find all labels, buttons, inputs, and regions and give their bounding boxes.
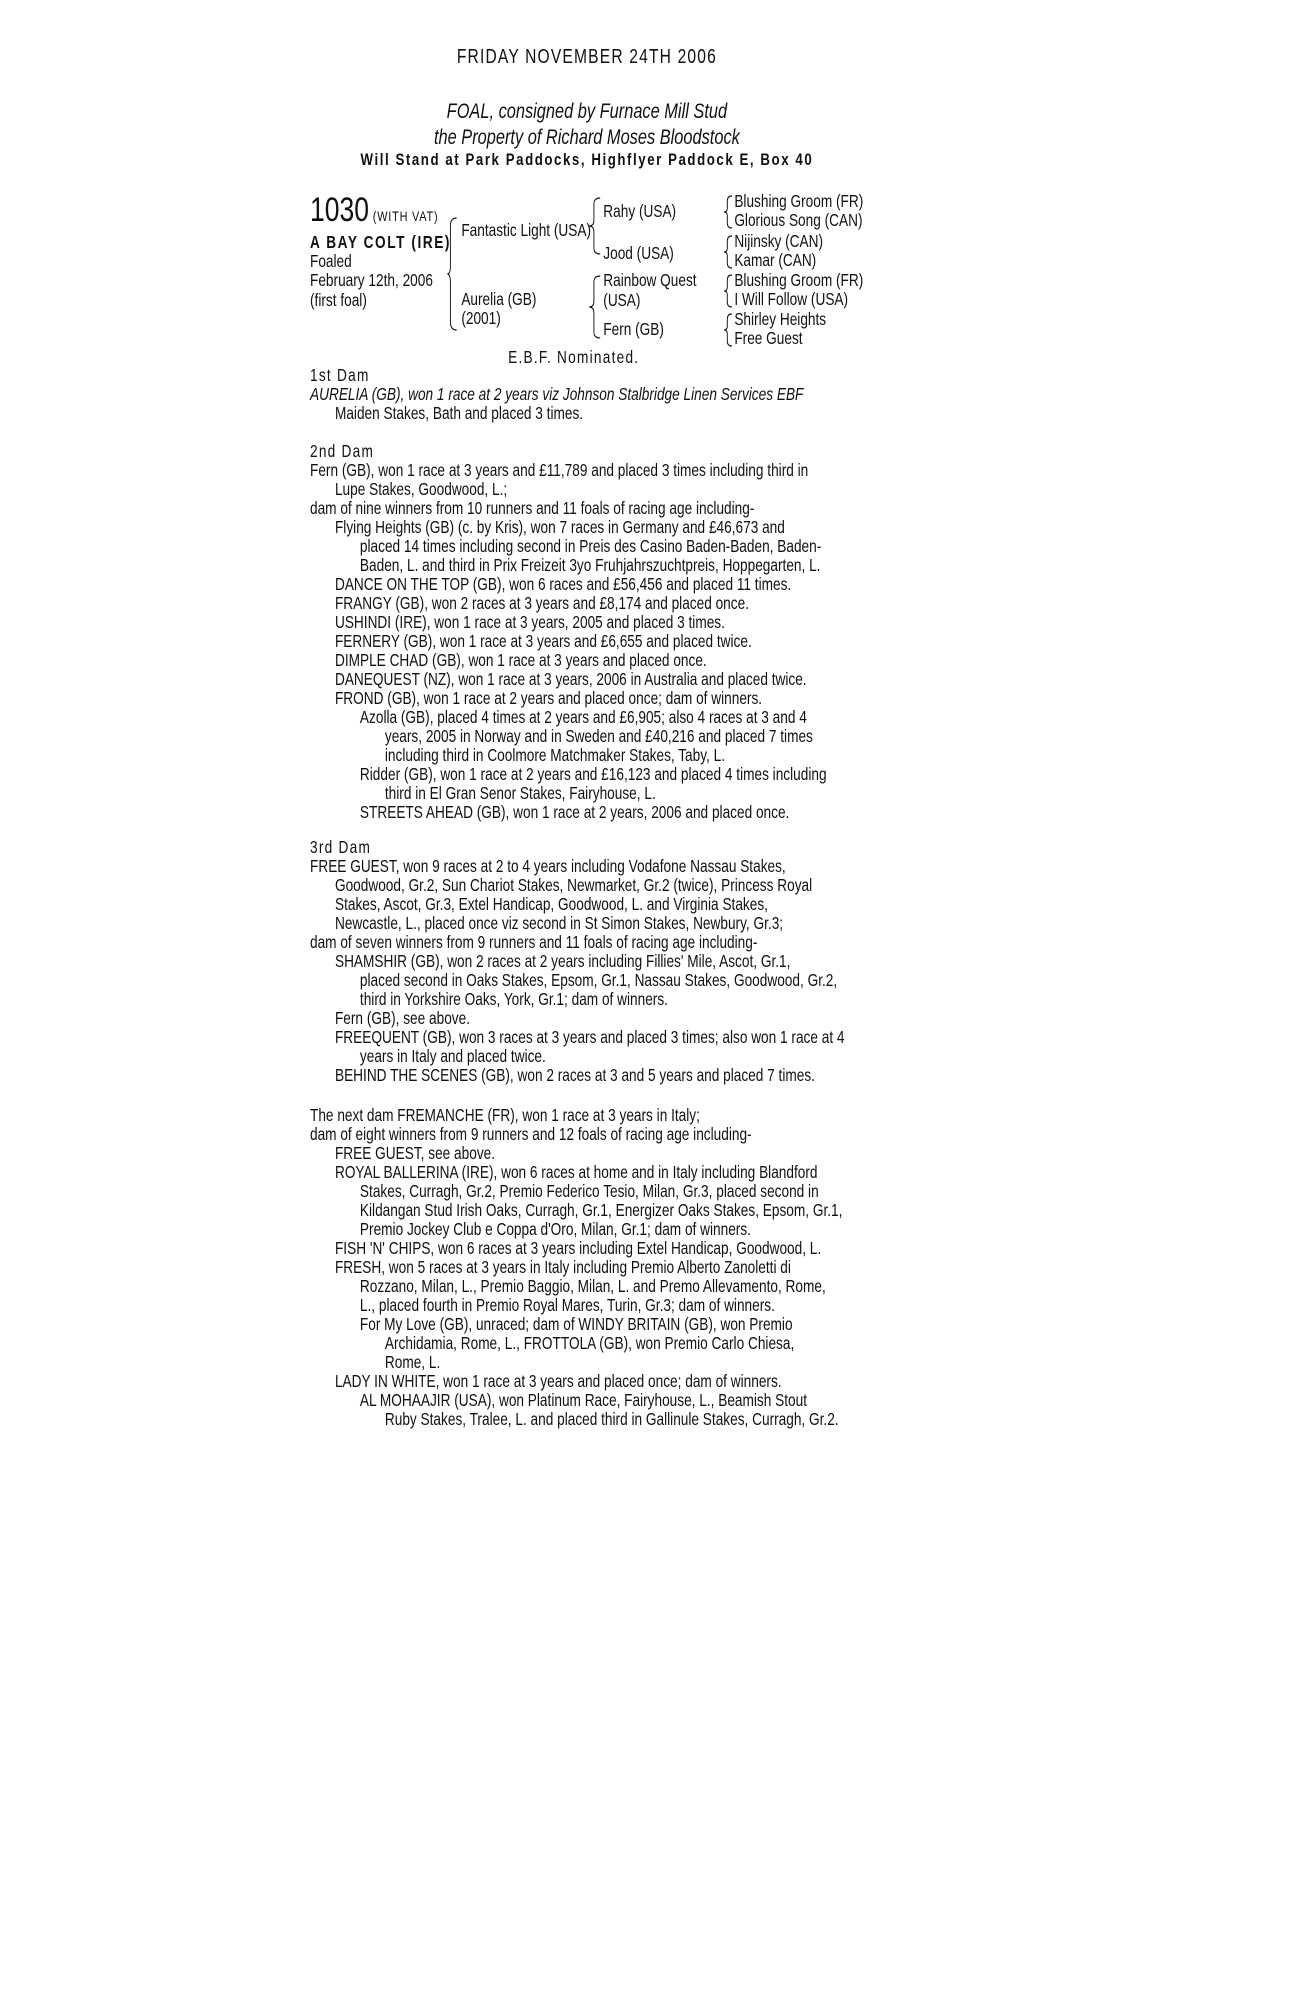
second-dam-line: years, 2005 in Norway and in Sweden and £40,216 and placed 7 times [384,726,813,746]
gen3-1: Blushing Groom (FR) [734,191,864,211]
property-line: the Property of Richard Moses Bloodstock [433,126,740,149]
dam-line2: (2001) [461,308,501,328]
second-dam-line: STREETS AHEAD (GB), won 1 race at 2 years, 2006 and placed once. [359,802,790,822]
sire: Fantastic Light (USA) [461,220,592,240]
foaled-label: Foaled [310,251,352,271]
first-dam-line: AURELIA (GB), won 1 race at 2 years viz Johnson Stalbridge Linen Services EBF [310,384,804,404]
sire-dam: Jood (USA) [603,243,674,263]
first-dam-heading: 1st Dam [310,365,370,385]
ebf-note: E.B.F. Nominated. [508,347,640,367]
first-foal-note: (first foal) [310,290,367,310]
dam-sire-line2: (USA) [603,290,641,310]
lot-number: 1030 [310,191,369,229]
second-dam-line: FERNERY (GB), won 1 race at 3 years and £6,655 and placed twice. [334,631,752,651]
gen3-2: Glorious Song (CAN) [734,210,863,230]
gen3-5: Blushing Groom (FR) [734,270,864,290]
gen3-6: I Will Follow (USA) [734,289,849,309]
pedigree-brace-3d [723,312,732,348]
second-dam-heading: 2nd Dam [310,441,375,461]
pedigree-brace-3b [723,234,732,270]
next-dam-line: Archidamia, Rome, L., FROTTOLA (GB), won Premio Carlo Chiesa, [384,1333,795,1353]
pedigree-brace-3a [723,194,732,230]
next-dam-line: FISH 'N' CHIPS, won 6 races at 3 years including Extel Handicap, Goodwood, L. [334,1238,822,1258]
gen3-3: Nijinsky (CAN) [734,231,824,251]
second-dam-line: third in El Gran Senor Stakes, Fairyhouse, L. [384,783,656,803]
second-dam-line: Lupe Stakes, Goodwood, L.; [334,479,508,499]
next-dam-line: FRESH, won 5 races at 3 years in Italy including Premio Alberto Zanoletti di [334,1257,791,1277]
next-dam-line: Kildangan Stud Irish Oaks, Curragh, Gr.1, Energizer Oaks Stakes, Epsom, Gr.1, [359,1200,843,1220]
second-dam-line: Flying Heights (GB) (c. by Kris), won 7 races in Germany and £46,673 and [334,517,785,537]
third-dam-line: FREE GUEST, won 9 races at 2 to 4 years including Vodafone Nassau Stakes, [310,856,786,876]
next-dam-line: L., placed fourth in Premio Royal Mares, Turin, Gr.3; dam of winners. [359,1295,775,1315]
vat-note: (WITH VAT) [372,208,439,224]
third-dam-line: placed second in Oaks Stakes, Epsom, Gr.1, Nassau Stakes, Goodwood, Gr.2, [359,970,838,990]
second-dam-line: including third in Coolmore Matchmaker Stakes, Taby, L. [384,745,726,765]
second-dam-line: FROND (GB), won 1 race at 2 years and placed once; dam of winners. [334,688,763,708]
next-dam-line: Premio Jockey Club e Coppa d'Oro, Milan, Gr.1; dam of winners. [359,1219,751,1239]
second-dam-line: DANCE ON THE TOP (GB), won 6 races and £56,456 and placed 11 times. [334,574,792,594]
lot-header [310,193,438,227]
next-dam-line: dam of eight winners from 9 runners and 12 foals of racing age including- [310,1124,752,1144]
pedigree-brace-dam [589,274,601,340]
second-dam-line: Baden, L. and third in Prix Freizeit 3yo Fruhjahrszuchtpreis, Hoppegarten, L. [359,555,821,575]
second-dam-line: placed 14 times including second in Preis des Casino Baden-Baden, Baden- [359,536,822,556]
next-dam-line: The next dam FREMANCHE (FR), won 1 race at 3 years in Italy; [310,1105,700,1125]
third-dam-line: Fern (GB), see above. [334,1008,471,1028]
dam-line1: Aurelia (GB) [461,289,537,309]
second-dam-line: USHINDI (IRE), won 1 race at 3 years, 2005 and placed 3 times. [334,612,725,632]
lot-name: A BAY COLT (IRE) [310,232,451,252]
third-dam-line: FREEQUENT (GB), won 3 races at 3 years and placed 3 times; also won 1 race at 4 [334,1027,845,1047]
third-dam-line: dam of seven winners from 9 runners and 11 foals of racing age including- [310,932,758,952]
next-dam-line: For My Love (GB), unraced; dam of WINDY BRITAIN (GB), won Premio [359,1314,793,1334]
third-dam-line: BEHIND THE SCENES (GB), won 2 races at 3 and 5 years and placed 7 times. [334,1065,815,1085]
next-dam-line: LADY IN WHITE, won 1 race at 3 years and placed once; dam of winners. [334,1371,782,1391]
sire-sire: Rahy (USA) [603,201,677,221]
third-dam-line: SHAMSHIR (GB), won 2 races at 2 years including Fillies' Mile, Ascot, Gr.1, [334,951,791,971]
third-dam-line: years in Italy and placed twice. [359,1046,546,1066]
third-dam-section [310,838,1012,1085]
sale-date: FRIDAY NOVEMBER 24TH 2006 [456,46,717,68]
pedigree-brace-sire [589,196,601,256]
third-dam-line: Newcastle, L., placed once viz second in St Simon Stakes, Newbury, Gr.3; [334,913,784,933]
next-dam-line: AL MOHAAJIR (USA), won Platinum Race, Fairyhouse, L., Beamish Stout [359,1390,808,1410]
dam-sire-line1: Rainbow Quest [603,270,697,290]
second-dam-line: FRANGY (GB), won 2 races at 3 years and £8,174 and placed once. [334,593,749,613]
second-dam-line: DANEQUEST (NZ), won 1 race at 3 years, 2006 in Australia and placed twice. [334,669,807,689]
second-dam-section [310,442,1012,822]
next-dam-line: Stakes, Curragh, Gr.2, Premio Federico Tesio, Milan, Gr.3, placed second in [359,1181,819,1201]
third-dam-line: Goodwood, Gr.2, Sun Chariot Stakes, Newmarket, Gr.2 (twice), Princess Royal [334,875,813,895]
gen3-4: Kamar (CAN) [734,250,817,270]
consignor-line: FOAL, consigned by Furnace Mill Stud [446,100,728,123]
gen3-8: Free Guest [734,328,803,348]
second-dam-line: Azolla (GB), placed 4 times at 2 years and £6,905; also 4 races at 3 and 4 [359,707,807,727]
third-dam-line: third in Yorkshire Oaks, York, Gr.1; dam of winners. [359,989,668,1009]
next-dam-line: FREE GUEST, see above. [334,1143,496,1163]
gen3-7: Shirley Heights [734,309,827,329]
second-dam-line: Ridder (GB), won 1 race at 2 years and £16,123 and placed 4 times including [359,764,827,784]
pedigree-brace-1 [447,216,458,332]
third-dam-heading: 3rd Dam [310,837,372,857]
third-dam-line: Stakes, Ascot, Gr.3, Extel Handicap, Goodwood, L. and Virginia Stakes, [334,894,768,914]
first-dam-line: Maiden Stakes, Bath and placed 3 times. [334,403,584,423]
pedigree-brace-3c [723,273,732,309]
next-dam-line: Rome, L. [384,1352,441,1372]
first-dam-section [310,366,1012,423]
stand-location: Will Stand at Park Paddocks, Highflyer Paddock E, Box 40 [360,150,814,169]
dam-dam: Fern (GB) [603,319,664,339]
second-dam-line: dam of nine winners from 10 runners and 11 foals of racing age including- [310,498,755,518]
second-dam-line: Fern (GB), won 1 race at 3 years and £11,789 and placed 3 times including third in [310,460,809,480]
next-dam-line: Rozzano, Milan, L., Premio Baggio, Milan, L. and Premo Allevamento, Rome, [359,1276,826,1296]
next-dam-line: Ruby Stakes, Tralee, L. and placed third in Gallinule Stakes, Curragh, Gr.2. [384,1409,839,1429]
next-dam-line: ROYAL BALLERINA (IRE), won 6 races at home and in Italy including Blandford [334,1162,818,1182]
foaled-date: February 12th, 2006 [310,270,433,290]
next-dam-section [310,1106,1012,1429]
second-dam-line: DIMPLE CHAD (GB), won 1 race at 3 years and placed once. [334,650,707,670]
